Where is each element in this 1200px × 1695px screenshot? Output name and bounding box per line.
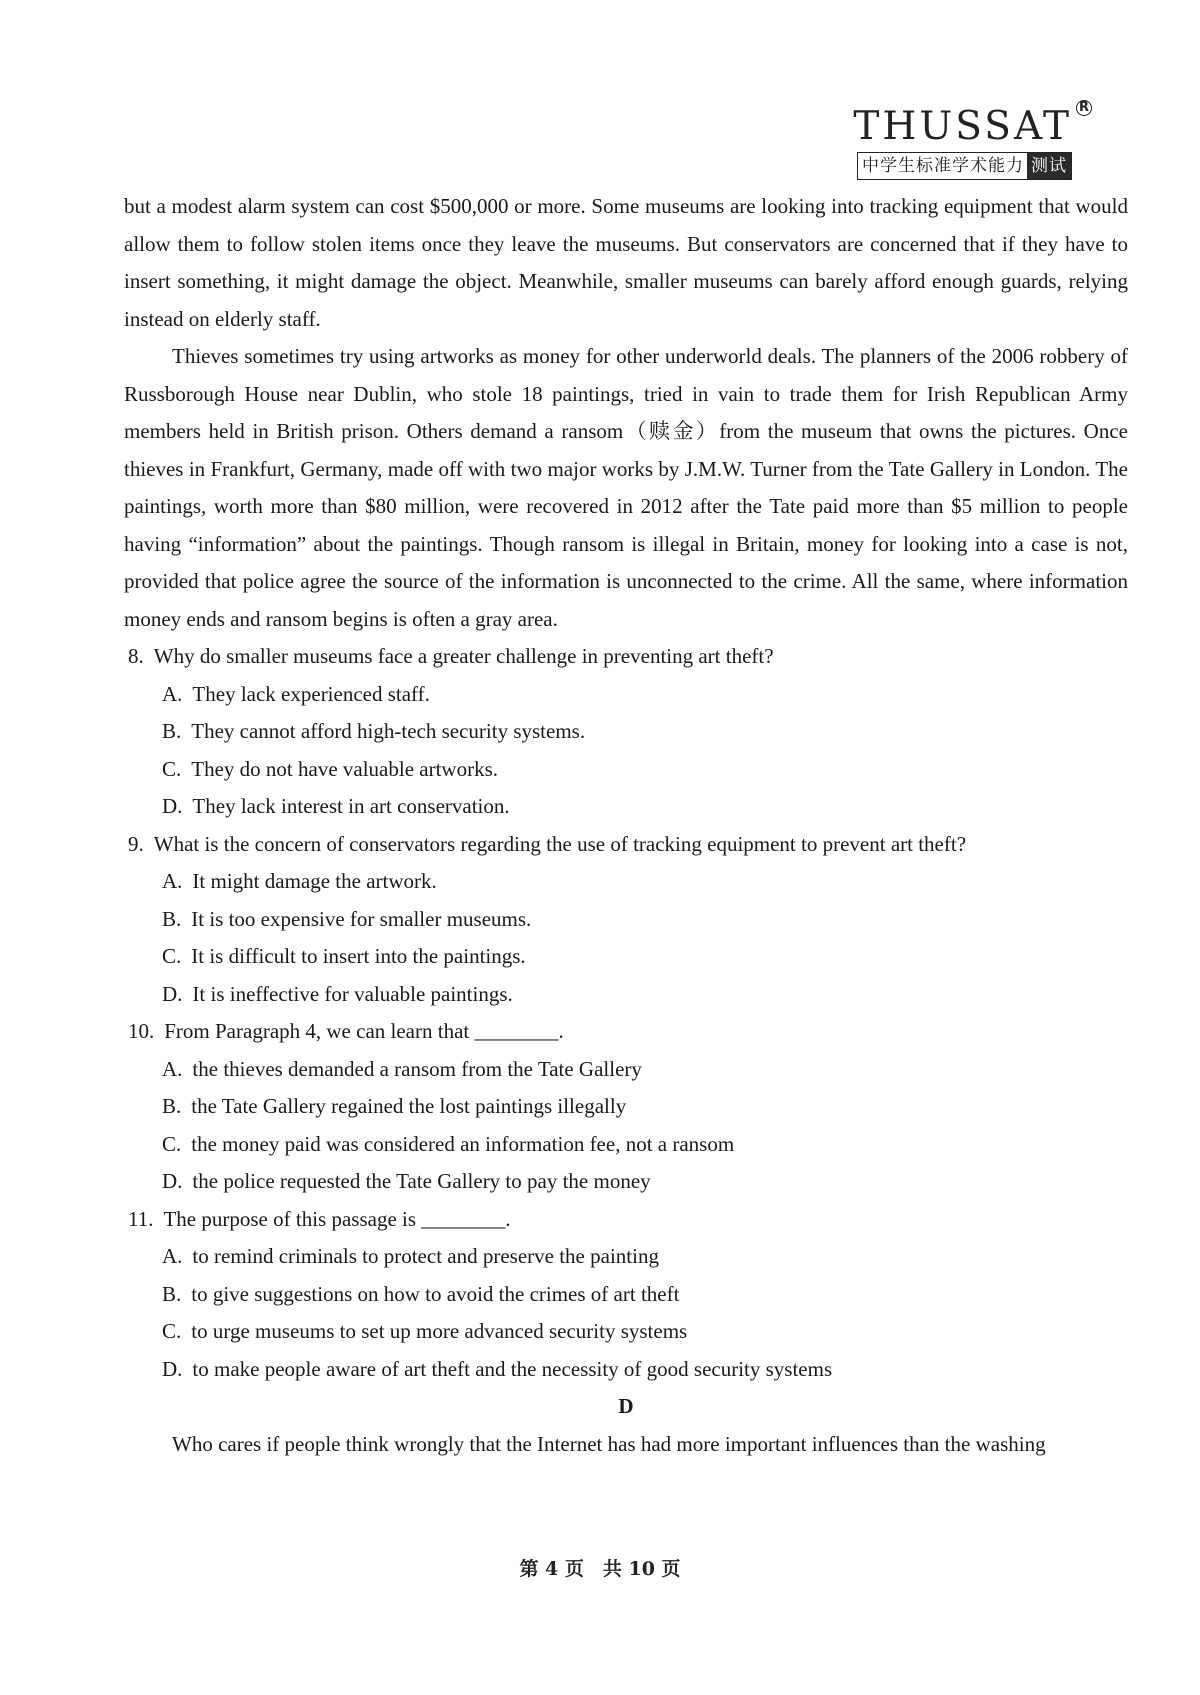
option-text: the police requested the Tate Gallery to pay the money [192,1169,651,1193]
answer-option [124,1276,1128,1314]
question-text: The purpose of this passage is ________. [163,1206,511,1231]
option-text: It might damage the artwork. [192,869,437,893]
option-letter: B. [162,719,182,743]
option-letter: A. [162,1244,183,1268]
answer-option [124,1051,1128,1089]
logo-subtitle-text: 中学生标准学术能力 [862,156,1024,176]
question-stem [124,1013,1128,1051]
option-letter: B. [162,906,182,931]
question-text: Why do smaller museums face a greater challenge in preventing art theft? [153,644,774,668]
option-text: the Tate Gallery regained the lost paintings illegally [191,1094,627,1118]
answer-option [124,713,1128,751]
option-text: It is difficult to insert into the paintings. [191,944,526,968]
question-9 [124,826,1128,1014]
option-letter: C. [162,1319,182,1343]
passage-paragraph: Who cares if people think wrongly that the Internet has had more important influences than the washing [172,1431,1046,1456]
answer-option [124,676,1128,714]
option-text: to urge museums to set up more advanced security systems [191,1319,688,1343]
answer-option [124,901,1128,939]
option-letter: C. [162,1131,182,1156]
option-letter: D. [162,794,183,818]
answer-option [124,1126,1128,1164]
question-11 [124,1201,1128,1389]
answer-option [124,751,1128,789]
option-letter: C. [162,756,182,781]
question-10 [124,1013,1128,1201]
question-8 [124,638,1128,826]
option-letter: A. [162,869,183,893]
passage-paragraph: but a modest alarm system can cost $500,000 or more. Some museums are looking into tracking equipment that would allow them to follow stolen items once they leave the museums. But conservators are concerned that if they have to insert something, it might damage the object. Meanwhile, smaller museums can barely afford enough guards, relying instead on elderly staff. [124,194,1128,331]
option-letter: C. [162,944,182,968]
option-letter: B. [162,1094,182,1118]
option-letter: B. [162,1281,182,1306]
answer-option [124,1351,1128,1389]
question-text: From Paragraph 4, we can learn that ________. [164,1019,564,1043]
question-number: 9. [128,831,144,856]
question-number: 10. [128,1019,155,1043]
option-text: They do not have valuable artworks. [191,756,499,781]
answer-option [124,976,1128,1014]
question-stem [124,638,1128,676]
question-stem [124,1201,1128,1239]
option-text: They lack interest in art conservation. [192,794,510,818]
question-text: What is the concern of conservators regarding the use of tracking equipment to prevent art theft? [153,831,967,856]
option-text: It is ineffective for valuable paintings. [192,981,513,1006]
answer-option [124,1313,1128,1351]
option-letter: A. [162,681,183,706]
answer-option [124,1163,1128,1201]
page-number: 第 4 页 共 10 页 [519,1558,681,1580]
answer-option [124,863,1128,901]
question-number: 11. [128,1206,154,1231]
answer-option [124,1238,1128,1276]
option-text: They cannot afford high-tech security systems. [191,719,586,743]
option-letter: D. [162,1356,183,1381]
section-heading: D [618,1394,634,1418]
logo-main-text: THUSSAT [853,104,1072,149]
logo-subtitle-highlight: 测试 [1027,153,1071,179]
question-number: 8. [128,644,144,668]
thussat-logo [840,100,1089,180]
option-letter: D. [162,1169,183,1193]
logo-subtitle [857,152,1072,180]
option-text: It is too expensive for smaller museums. [191,906,532,931]
option-text: They lack experienced staff. [192,681,430,706]
answer-option [124,1088,1128,1126]
option-text: to remind criminals to protect and preserve the painting [192,1244,659,1268]
option-letter: D. [162,981,183,1006]
page-content [124,188,1128,1463]
registered-mark-icon: R [1076,100,1092,116]
logo-wordmark [853,100,1089,150]
answer-option [124,788,1128,826]
question-stem [124,826,1128,864]
passage-paragraph: Thieves sometimes try using artworks as money for other underworld deals. The planners of the 2006 robbery of Russborough House near Dublin, who stole 18 paintings, tried in vain to trade them for Irish Republican Army members held in British prison. Others demand a ransom（赎金）from the museum that owns the pictures. Once thieves in Frankfurt, Germany, made off with two major works by J.M.W. Turner from the Tate Gallery in London. The paintings, worth more than $80 million, were recovered in 2012 after the Tate paid more than $5 million to people having “information” about the paintings. Though ransom is illegal in Britain, money for looking into a case is not, provided that police agree the source of the information is unconnected to the crime. All the same, where information money ends and ransom begins is often a gray area. [124,344,1128,631]
option-text: to make people aware of art theft and the necessity of good security systems [192,1356,833,1381]
answer-option [124,938,1128,976]
option-letter: A. [162,1056,183,1081]
option-text: to give suggestions on how to avoid the crimes of art theft [191,1281,680,1306]
option-text: the money paid was considered an information fee, not a ransom [191,1131,735,1156]
option-text: the thieves demanded a ransom from the Tate Gallery [192,1056,642,1081]
